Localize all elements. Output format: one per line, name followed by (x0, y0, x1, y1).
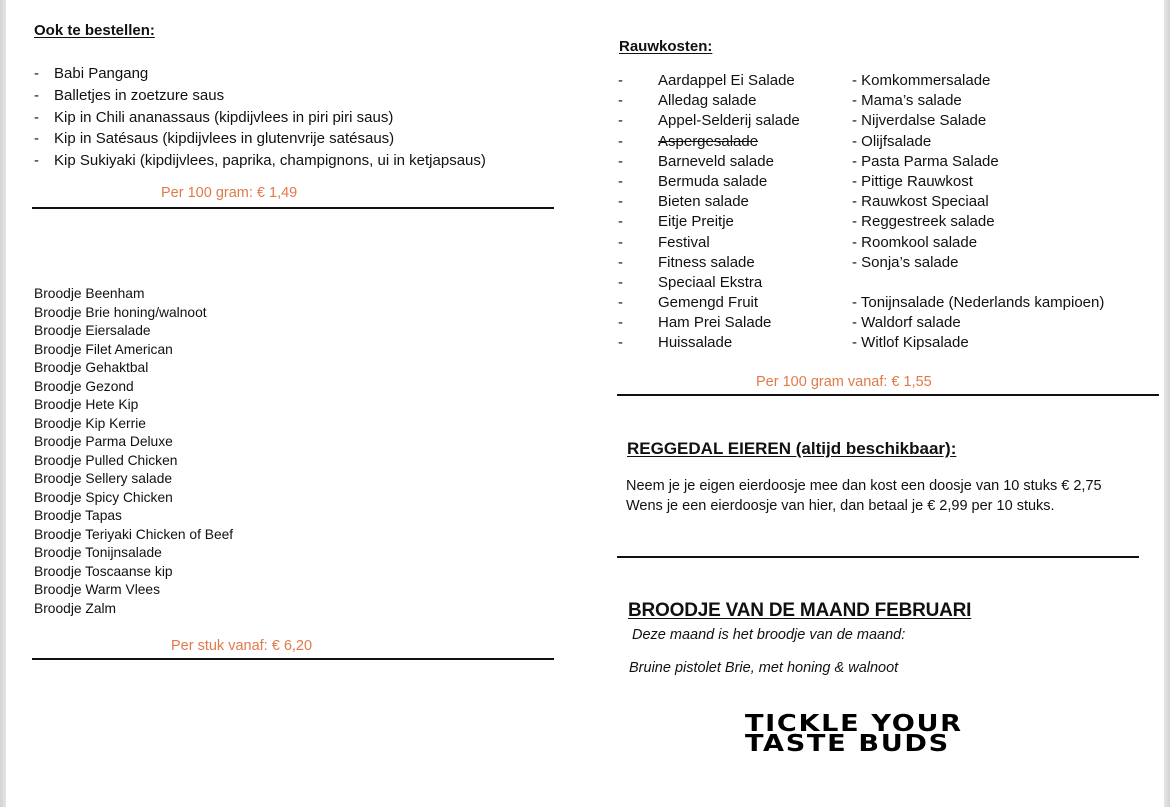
broodje-item: Broodje Zalm (34, 600, 117, 616)
divider (32, 207, 554, 209)
bullet-dash: - (34, 130, 39, 148)
broodje-item: Broodje Brie honing/walnoot (34, 304, 207, 320)
item-label: Kip in Chili ananassaus (kipdijvlees in piri piri saus) (54, 108, 394, 126)
bullet-dash: - (618, 273, 623, 291)
bullet-dash: - (34, 152, 39, 170)
broodje-item: Broodje Sellery salade (34, 471, 173, 486)
bullet-dash: - (618, 92, 623, 110)
rauwkosten-heading: Rauwkosten: (619, 38, 713, 55)
broodje-item: Broodje Toscaanse kip (34, 563, 173, 579)
bullet-dash: - (618, 334, 623, 352)
item-label: Eitje Preitje (658, 213, 734, 231)
item-label: Speciaal Ekstra (658, 273, 763, 291)
broodje-item: Broodje Warm Vlees (34, 582, 161, 597)
item-label: Appel-Selderij salade (658, 112, 800, 130)
bullet-dash: - (618, 294, 623, 312)
broodjes-price: Per stuk vanaf: € 6,20 (171, 638, 313, 654)
rauwkost-item: - Roomkool salade (852, 233, 978, 251)
rauwkost-item (618, 333, 800, 353)
broodje-item: Broodje Pulled Chicken (34, 452, 178, 468)
broodjes-list (34, 285, 233, 618)
rauwkost-item (618, 293, 800, 313)
ook-te-bestellen-item (34, 150, 486, 172)
bullet-dash: - (34, 108, 39, 126)
broodje-item: Broodje Teriyaki Chicken of Beef (34, 526, 234, 542)
broodje-item: Broodje Parma Deluxe (34, 434, 173, 449)
slogan-logo (745, 711, 963, 757)
rauwkost-item (618, 253, 800, 273)
rauwkost-item: - Rauwkost Speciaal (852, 193, 989, 211)
rauwkost-item: - Tonijnsalade (Nederlands kampioen) (852, 294, 1105, 312)
broodje-item: Broodje Eiersalade (34, 323, 151, 338)
rauwkosten-list-left (618, 71, 800, 354)
rauwkost-item (618, 91, 800, 111)
divider (617, 556, 1139, 558)
broodje-item: Broodje Tonijnsalade (34, 545, 162, 560)
eieren-line-2: Wens je een eierdoosje van hier, dan betaal je € 2,99 per 10 stuks. (626, 498, 1055, 514)
item-label: Festival (658, 233, 710, 251)
ook-te-bestellen-item (34, 128, 486, 150)
rauwkost-item (618, 111, 800, 131)
eieren-heading: REGGEDAL EIEREN (altijd beschikbaar): (627, 439, 957, 458)
rauwkost-item: - Mama’s salade (852, 92, 962, 110)
item-label: Gemengd Fruit (658, 294, 759, 312)
bullet-dash: - (618, 172, 623, 190)
rauwkost-item: - Komkommersalade (852, 72, 991, 89)
divider (32, 658, 554, 660)
item-label: Kip in Satésaus (kipdijvlees in glutenvrije satésaus) (54, 130, 395, 148)
rauwkost-item (618, 192, 800, 212)
rauwkost-item (618, 152, 800, 172)
rauwkost-item (618, 233, 800, 253)
item-label: Bermuda salade (658, 172, 768, 190)
rauwkost-item: - Reggestreek salade (852, 213, 995, 231)
ook-te-bestellen-list (34, 63, 486, 172)
broodje-item: Broodje Beenham (34, 286, 145, 301)
item-label-unavailable: Aspergesalade (658, 132, 759, 150)
broodje-item: Broodje Gehaktbal (34, 360, 149, 375)
broodje-item: Broodje Hete Kip (34, 397, 139, 412)
bullet-dash: - (618, 132, 623, 150)
rauwkost-item (618, 313, 800, 333)
broodje-van-de-maand-intro: Deze maand is het broodje van de maand: (632, 627, 906, 643)
bullet-dash: - (618, 112, 623, 130)
page-edge-right (1164, 0, 1170, 807)
ook-te-bestellen-item (34, 85, 486, 107)
rauwkost-item (852, 273, 1104, 293)
bullet-dash: - (34, 86, 39, 104)
item-label: Balletjes in zoetzure saus (54, 86, 225, 104)
bullet-dash: - (618, 233, 623, 251)
rauwkost-item: - Pasta Parma Salade (852, 152, 999, 170)
slogan-line-2: TASTE BUDS (745, 731, 950, 757)
page-edge-left (0, 0, 6, 807)
bullet-dash: - (618, 193, 623, 211)
item-label: Kip Sukiyaki (kipdijvlees, paprika, champignons, ui in ketjapsaus) (54, 152, 486, 170)
bullet-dash: - (618, 152, 623, 170)
rauwkosten-price: Per 100 gram vanaf: € 1,55 (756, 374, 932, 390)
rauwkost-item (618, 132, 800, 152)
item-label: Alledag salade (658, 92, 757, 110)
bullet-dash: - (618, 253, 623, 271)
rauwkost-item: - Waldorf salade (852, 314, 961, 332)
broodje-item: Broodje Kip Kerrie (34, 415, 146, 431)
bullet-dash: - (618, 314, 623, 332)
broodje-item: Broodje Filet American (34, 341, 173, 357)
broodje-item: Broodje Gezond (34, 378, 134, 394)
rauwkost-item: - Nijverdalse Salade (852, 112, 987, 130)
divider (617, 394, 1159, 396)
rauwkost-item (618, 273, 800, 293)
item-label: Barneveld salade (658, 152, 774, 170)
item-label: Bieten salade (658, 193, 749, 211)
bullet-dash: - (618, 72, 623, 89)
rauwkost-item: - Pittige Rauwkost (852, 172, 973, 190)
bullet-dash: - (618, 213, 623, 231)
ook-te-bestellen-heading: Ook te bestellen: (34, 22, 155, 39)
item-label: Ham Prei Salade (658, 314, 772, 332)
rauwkost-item: - Sonja’s salade (852, 253, 959, 271)
broodje-item: Broodje Spicy Chicken (34, 489, 173, 505)
bullet-dash: - (34, 65, 39, 82)
broodje-item: Broodje Tapas (34, 508, 122, 523)
rauwkost-item (618, 71, 800, 91)
eieren-line-1: Neem je je eigen eierdoosje mee dan kost een doosje van 10 stuks € 2,75 (626, 478, 1102, 494)
ook-te-bestellen-item (34, 107, 486, 129)
item-label: Babi Pangang (54, 65, 149, 82)
item-label: Aardappel Ei Salade (658, 72, 795, 89)
item-label: Fitness salade (658, 253, 755, 271)
slogan-line-1: TICKLE YOUR (745, 711, 963, 737)
ook-te-bestellen-price: Per 100 gram: € 1,49 (161, 185, 298, 201)
ook-te-bestellen-item (34, 63, 486, 85)
item-label: Huissalade (658, 334, 733, 352)
broodje-van-de-maand-heading: BROODJE VAN DE MAAND FEBRUARI (628, 600, 972, 621)
rauwkost-item (618, 212, 800, 232)
rauwkost-item: - Witlof Kipsalade (852, 334, 969, 352)
rauwkost-item: - Olijfsalade (852, 132, 932, 150)
rauwkosten-list-right (852, 71, 1104, 354)
rauwkost-item (618, 172, 800, 192)
broodje-van-de-maand-description: Bruine pistolet Brie, met honing & walnoot (629, 660, 899, 676)
